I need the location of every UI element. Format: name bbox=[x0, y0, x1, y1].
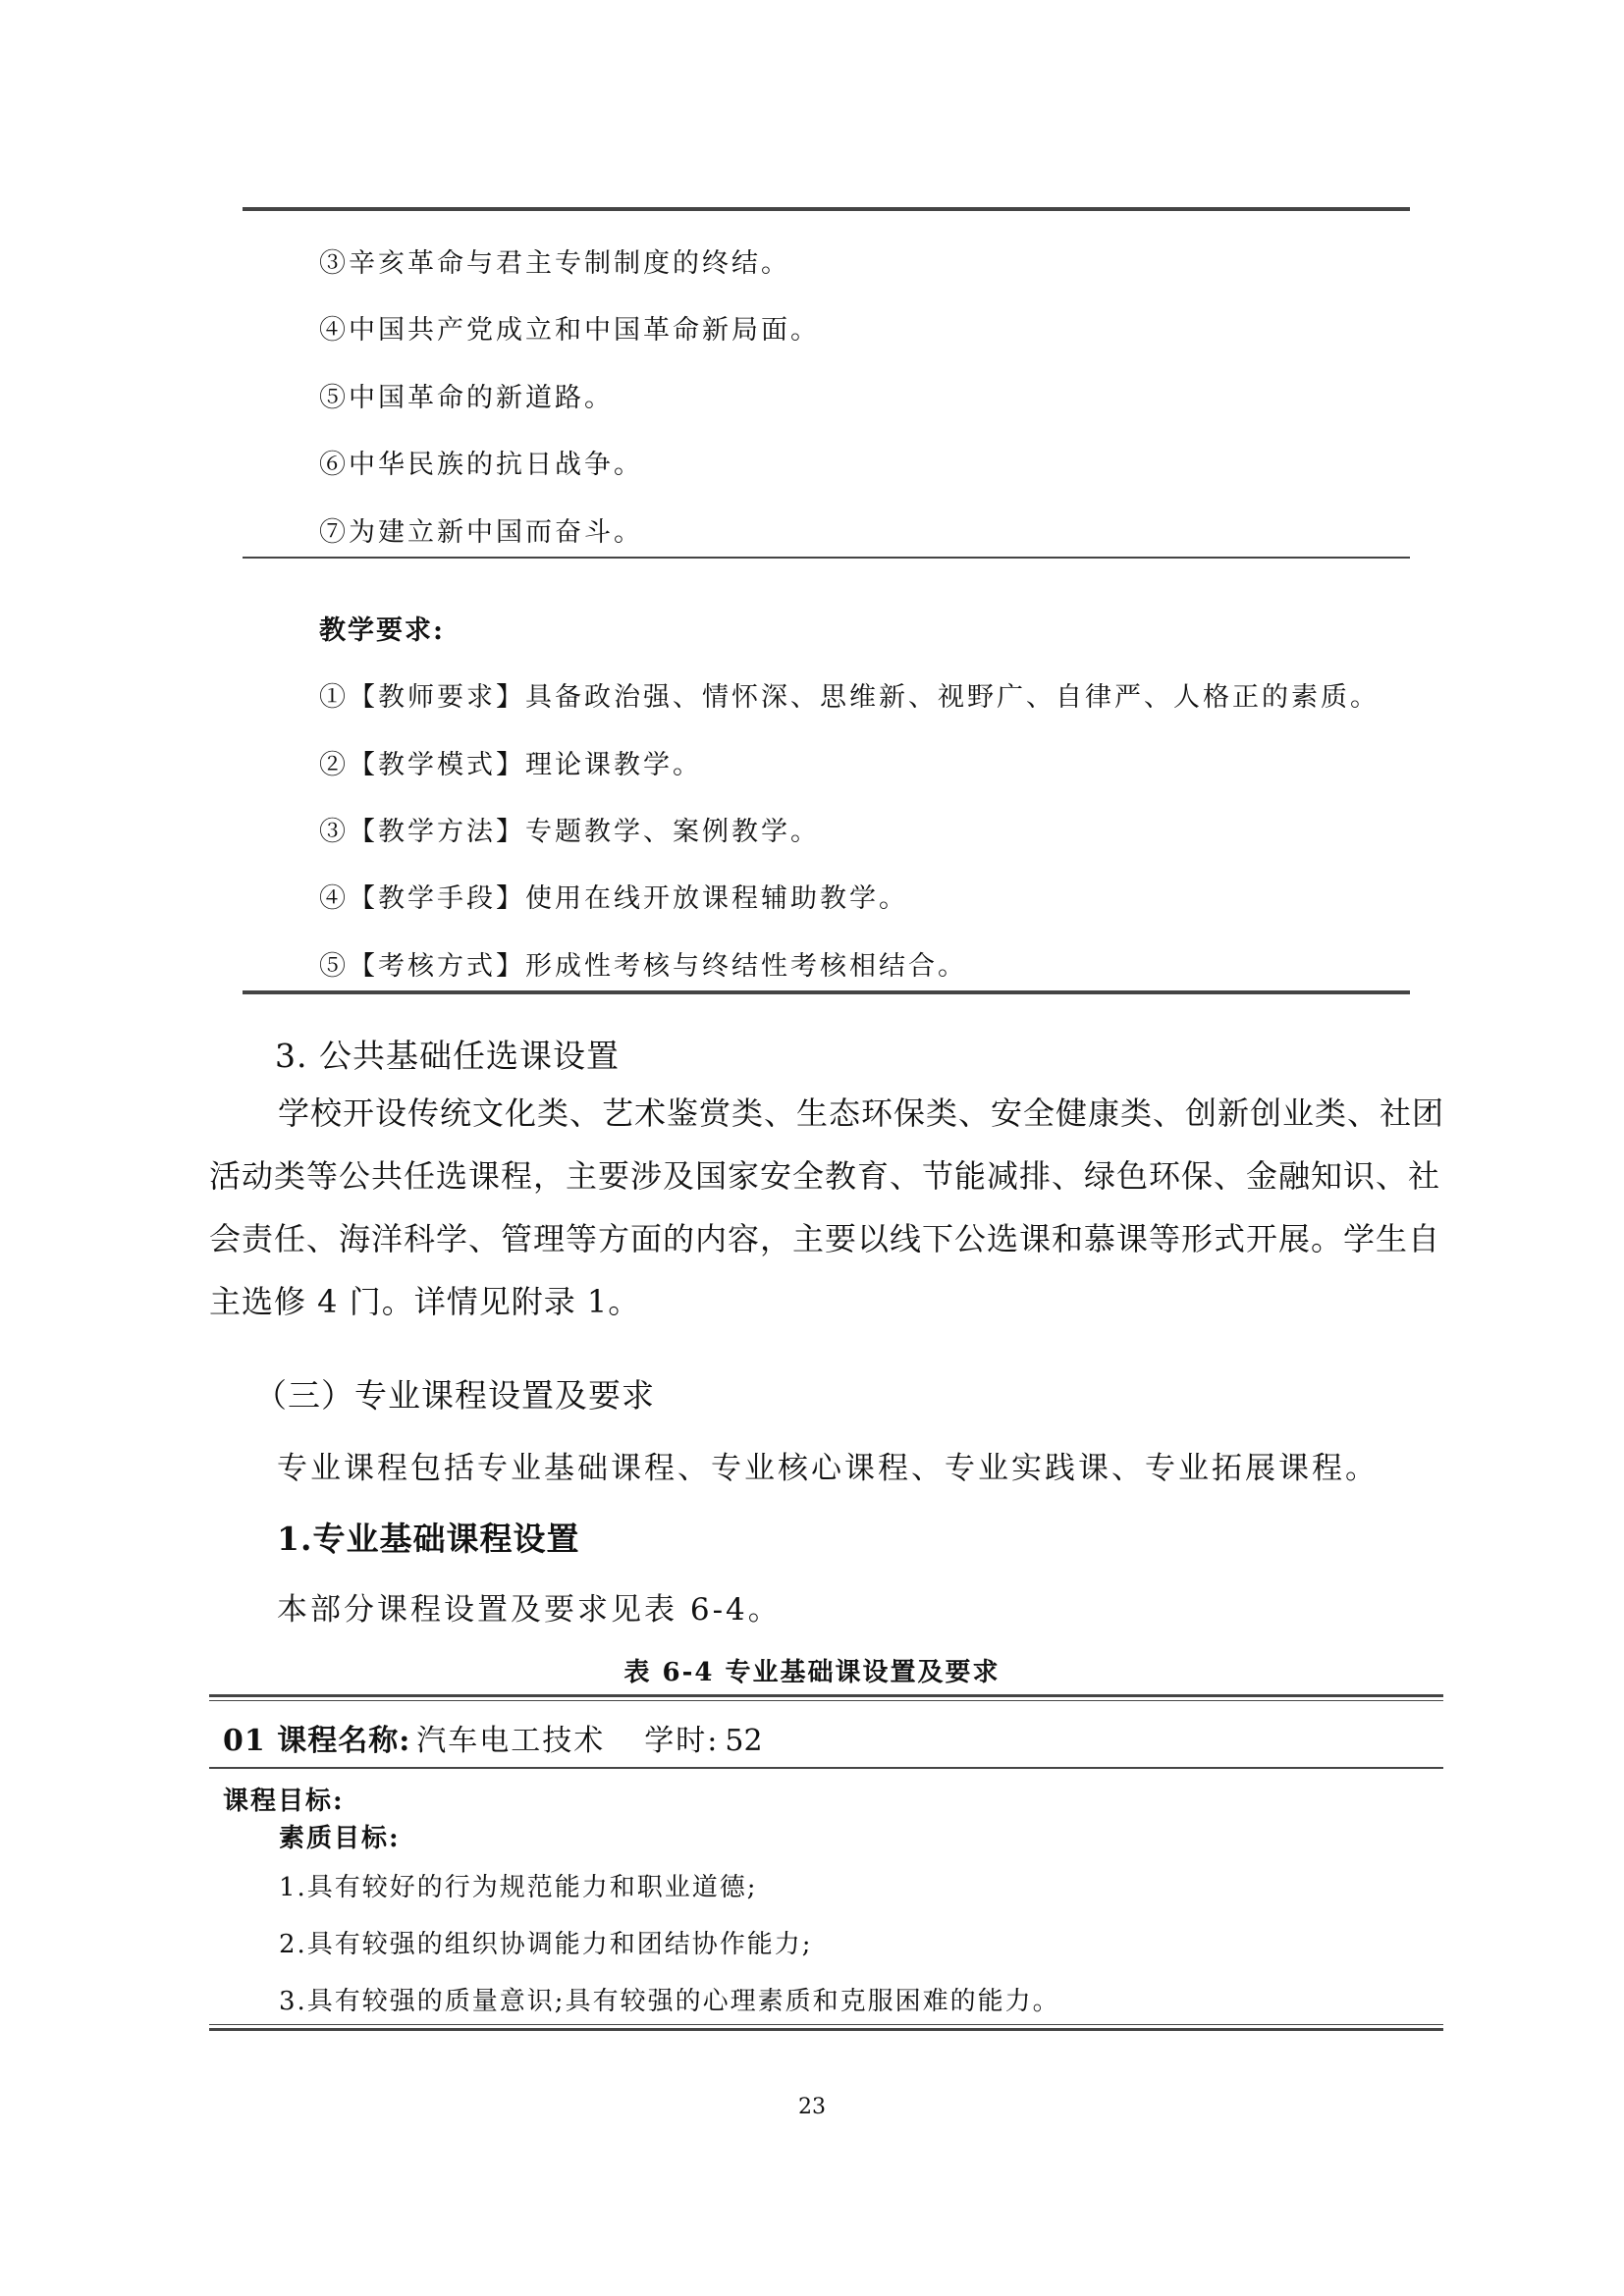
quality-objectives-label: 素质目标: bbox=[279, 1824, 401, 1853]
teaching-box-bottom-rule bbox=[243, 990, 1410, 994]
foundation-courses-title: 1.专业基础课程设置 bbox=[277, 1520, 580, 1558]
course-name-value: 汽车电工技术 bbox=[416, 1724, 606, 1758]
upper-box-top-rule bbox=[243, 207, 1410, 211]
upper-box-item: ⑦为建立新中国而奋斗。 bbox=[319, 517, 643, 548]
upper-box-item: ④中国共产党成立和中国革命新局面。 bbox=[319, 315, 820, 346]
course-header-row bbox=[223, 1716, 763, 1759]
table-bottom-rule bbox=[209, 2028, 1443, 2031]
paragraph-line: 活动类等公共任选课程，主要涉及国家安全教育、节能减排、绿色环保、金融知识、社 bbox=[209, 1157, 1441, 1195]
paragraph-line: 学校开设传统文化类、艺术鉴赏类、生态环保类、安全健康类、创新创业类、社团 bbox=[278, 1095, 1445, 1132]
quality-objective-item: 1.具有较好的行为规范能力和职业道德; bbox=[279, 1873, 758, 1902]
table-caption: 表 6-4 专业基础课设置及要求 bbox=[623, 1658, 1001, 1687]
upper-box-item: ⑥中华民族的抗日战争。 bbox=[319, 450, 643, 480]
course-objectives-label: 课程目标: bbox=[223, 1787, 345, 1816]
table-top-rule-thin bbox=[209, 1700, 1443, 1701]
quality-objective-item: 2.具有较强的组织协调能力和团结协作能力; bbox=[279, 1930, 813, 1959]
course-name-label: 01 课程名称: bbox=[223, 1724, 411, 1758]
teaching-requirement-item: ③【教学方法】专题教学、案例教学。 bbox=[319, 817, 820, 847]
upper-box-item: ③辛亥革命与君主专制制度的终结。 bbox=[319, 248, 790, 279]
paragraph-line: 主选修 4 门。详情见附录 1。 bbox=[209, 1283, 641, 1320]
teaching-requirement-item: ①【教师要求】具备政治强、情怀深、思维新、视野广、自律严、人格正的素质。 bbox=[319, 682, 1380, 713]
quality-objective-item: 3.具有较强的质量意识;具有较强的心理素质和克服困难的能力。 bbox=[279, 1987, 1060, 2016]
teaching-requirement-item: ②【教学模式】理论课教学。 bbox=[319, 750, 702, 780]
page-number: 23 bbox=[798, 2095, 826, 2119]
major-courses-intro: 专业课程包括专业基础课程、专业核心课程、专业实践课、专业拓展课程。 bbox=[277, 1451, 1379, 1486]
section-3-title: 3. 公共基础任选课设置 bbox=[275, 1037, 620, 1075]
hours-label: 学时: bbox=[644, 1724, 720, 1758]
hours-value: 52 bbox=[725, 1724, 763, 1758]
table-bottom-rule-thin bbox=[209, 2024, 1443, 2025]
table-top-rule bbox=[209, 1694, 1443, 1697]
teaching-requirement-item: ⑤【考核方式】形成性考核与终结性考核相结合。 bbox=[319, 951, 967, 982]
teaching-requirements-heading: 教学要求: bbox=[319, 615, 445, 646]
section-3-paragraph bbox=[209, 1082, 1445, 1333]
teaching-requirement-item: ④【教学手段】使用在线开放课程辅助教学。 bbox=[319, 883, 908, 914]
foundation-courses-intro: 本部分课程设置及要求见表 6-4。 bbox=[277, 1592, 782, 1628]
upper-box-item: ⑤中国革命的新道路。 bbox=[319, 383, 614, 413]
major-courses-title: （三）专业课程设置及要求 bbox=[254, 1376, 655, 1415]
upper-box-divider bbox=[243, 557, 1410, 559]
table-row-divider bbox=[209, 1767, 1443, 1769]
paragraph-line: 会责任、海洋科学、管理等方面的内容，主要以线下公选课和慕课等形式开展。学生自 bbox=[209, 1220, 1441, 1257]
